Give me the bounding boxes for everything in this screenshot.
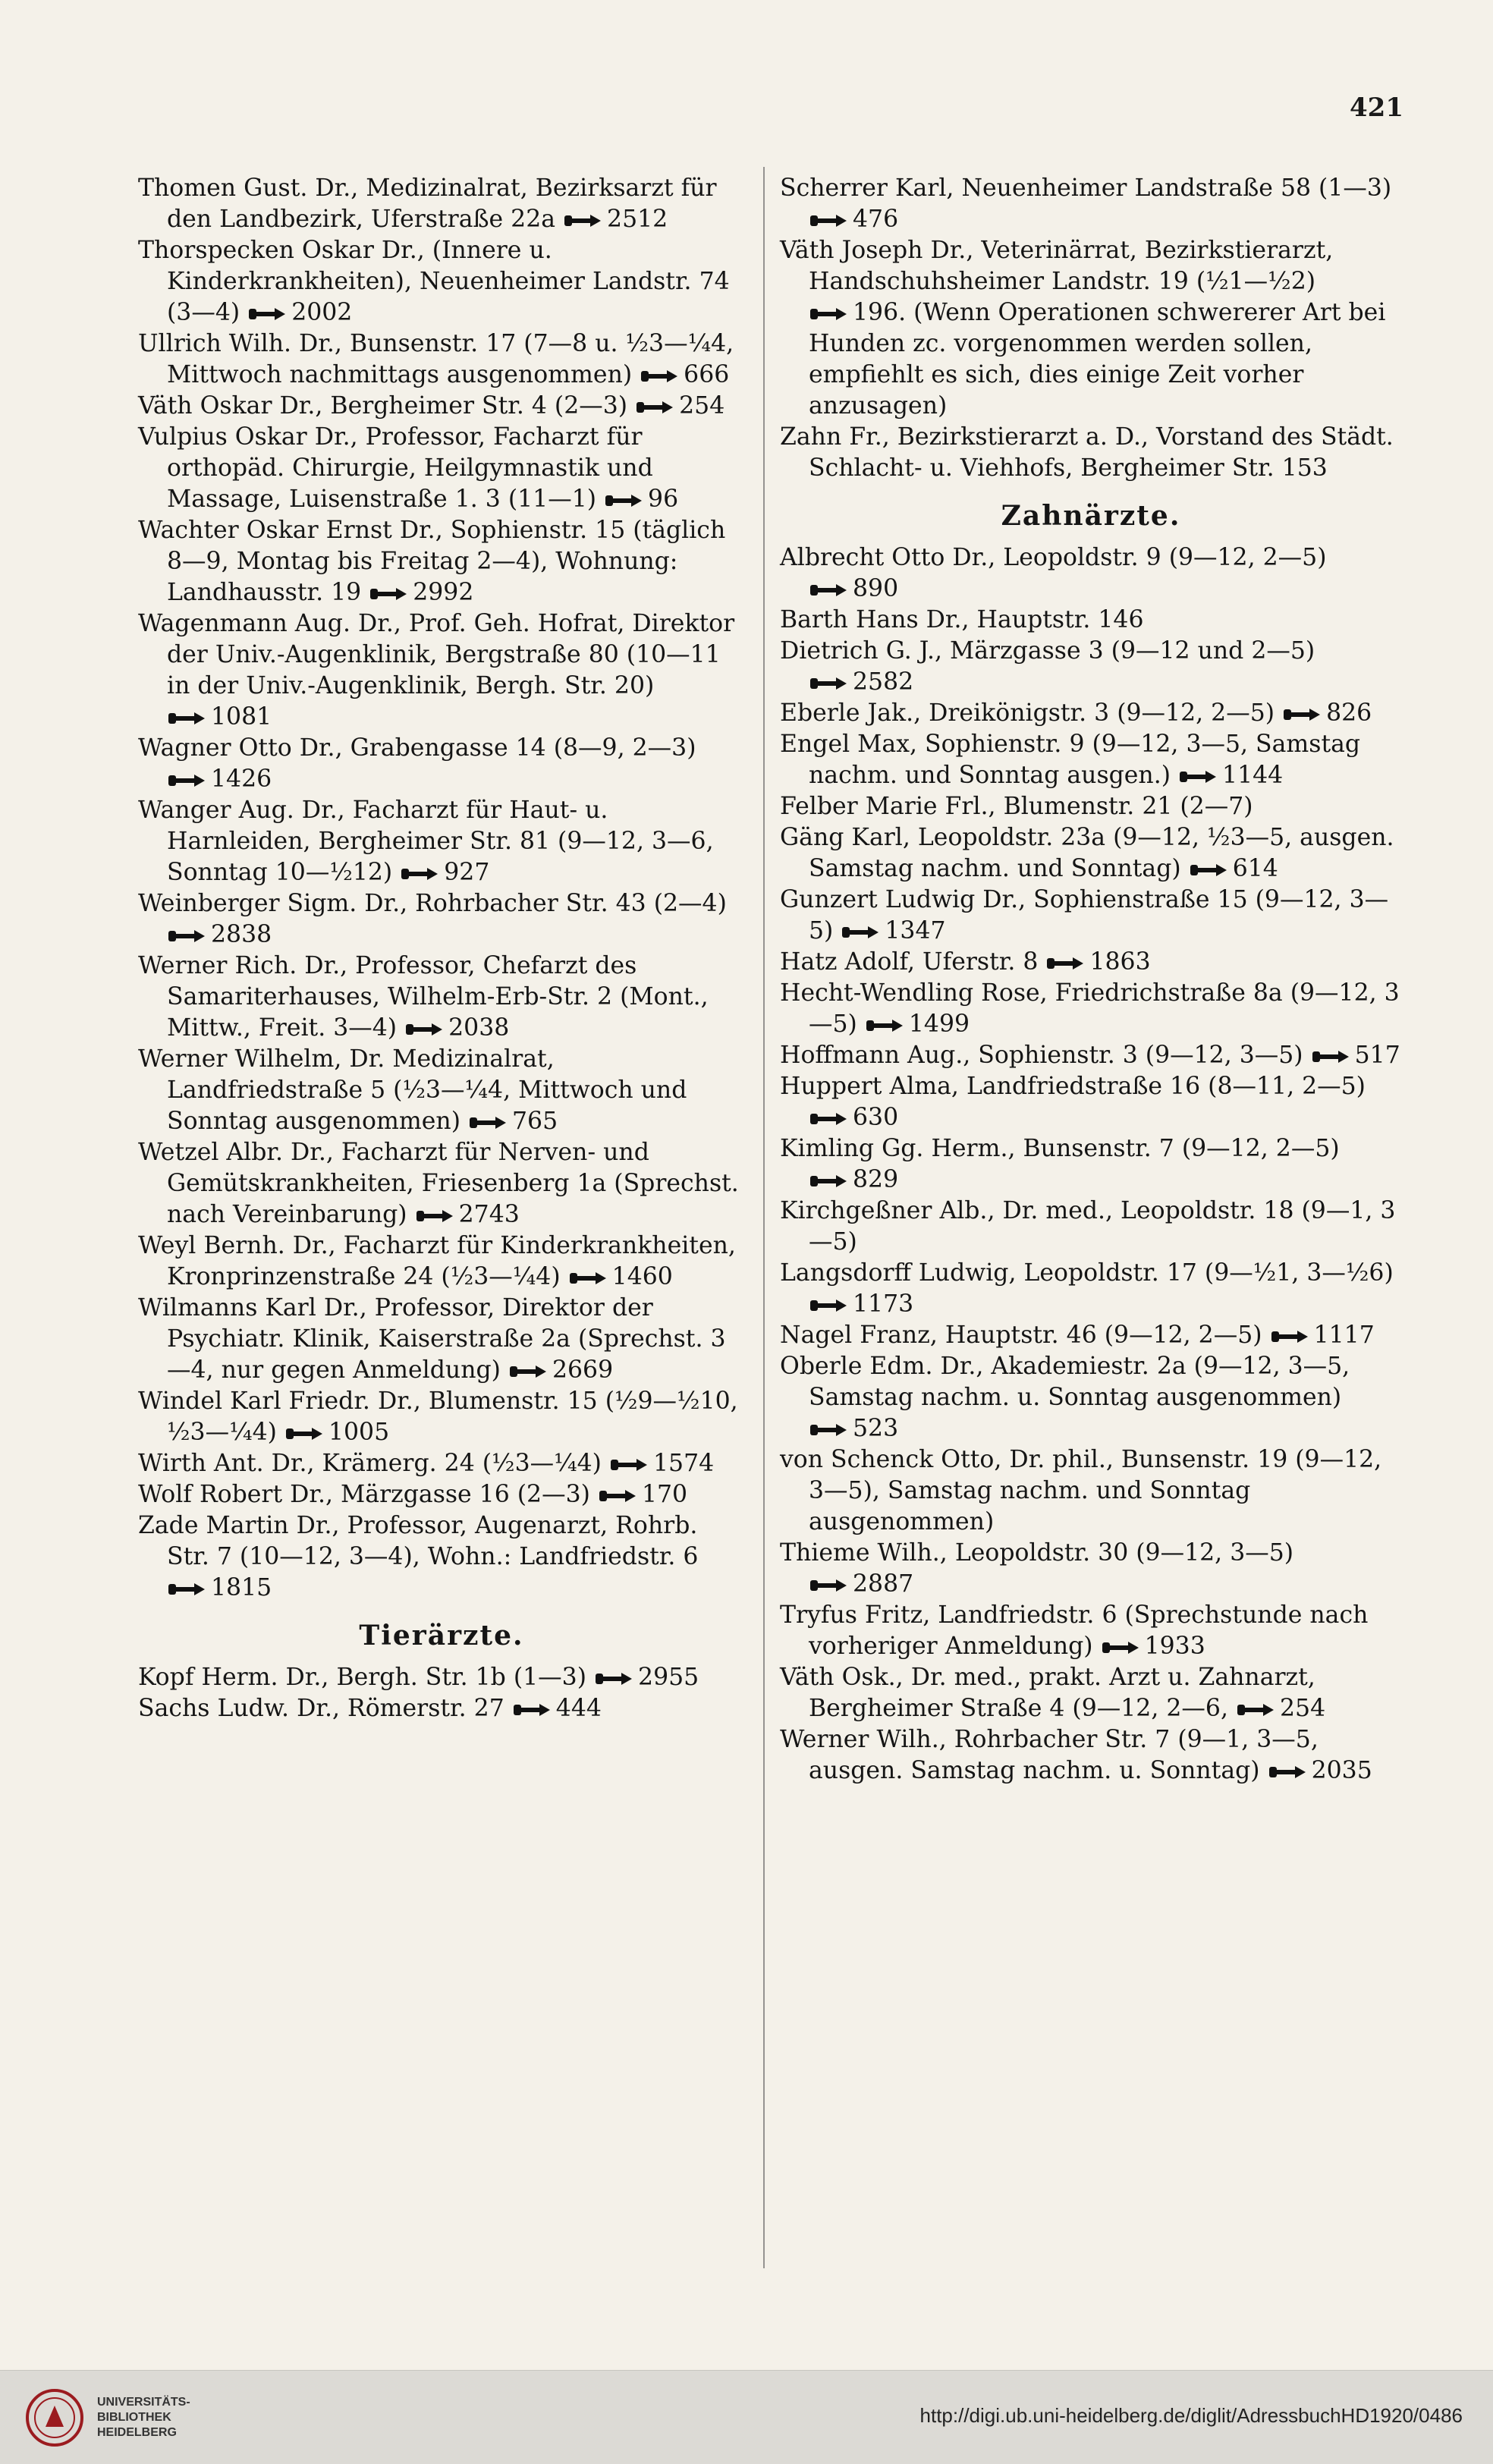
physician-entry <box>138 391 745 422</box>
telephone-icon <box>369 586 408 602</box>
telephone-icon <box>1270 1328 1309 1345</box>
phone-number: 2035 <box>1268 1755 1372 1787</box>
column-divider <box>763 167 765 2268</box>
physician-entry <box>138 1044 745 1137</box>
dentist-entry <box>780 1071 1402 1133</box>
telephone-icon <box>1268 1764 1307 1780</box>
veterinarian-entry <box>138 1693 745 1724</box>
entry-text: Nagel Franz, Hauptstr. 46 (9—12, 2—5) <box>780 1322 1262 1349</box>
entry-text: Scherrer Karl, Neuenheimer Landstraße 58 (1—3) <box>780 174 1392 202</box>
physician-entry <box>138 235 745 328</box>
telephone-icon <box>1189 862 1228 878</box>
dentist-entry <box>780 1538 1402 1600</box>
dentist-entry <box>780 822 1402 885</box>
dentist-entry <box>780 1040 1402 1071</box>
telephone-icon <box>508 1363 548 1380</box>
entry-text: von Schenck Otto, Dr. phil., Bunsenstr. 19 (9—12, 3—5), Samstag nachm. und Sonntag ausgenommen) <box>780 1446 1382 1535</box>
telephone-icon <box>640 368 679 385</box>
telephone-icon <box>841 924 880 941</box>
telephone-icon <box>415 1208 454 1224</box>
phone-number: 1144 <box>1178 760 1283 791</box>
phone-number: 517 <box>1311 1040 1400 1071</box>
dentist-entry <box>780 729 1402 791</box>
telephone-icon <box>1101 1639 1140 1656</box>
entry-text: Wachter Oskar Ernst Dr., Sophienstr. 15 (täglich 8—9, Montag bis Freitag 2—4), Wohnung: Landhausstr. 19 <box>138 517 726 606</box>
dentist-entry <box>780 791 1402 822</box>
telephone-icon <box>167 928 206 944</box>
dentist-entry <box>780 1196 1402 1258</box>
telephone-icon <box>809 212 848 229</box>
dentist-entry <box>780 636 1402 698</box>
entry-text: Weinberger Sigm. Dr., Rohrbacher Str. 43 (2—4) <box>138 890 727 917</box>
phone-number: 476 <box>809 204 898 235</box>
entry-text: Dietrich G. J., Märzgasse 3 (9—12 und 2—5) <box>780 637 1315 665</box>
dentist-entry <box>780 885 1402 947</box>
phone-number: 170 <box>598 1479 687 1510</box>
telephone-icon <box>609 1457 649 1473</box>
telephone-icon <box>809 1422 848 1438</box>
entry-text: Albrecht Otto Dr., Leopoldstr. 9 (9—12, 2—5) <box>780 544 1327 571</box>
dentist-entry <box>780 605 1402 636</box>
dentist-entry <box>780 1133 1402 1196</box>
phone-number: 1173 <box>809 1289 913 1320</box>
phone-number: 523 <box>809 1413 898 1444</box>
phone-number: 2038 <box>404 1013 509 1044</box>
source-url-link[interactable]: http://digi.ub.uni-heidelberg.de/diglit/AdressbuchHD1920/0486 <box>919 2404 1463 2427</box>
physician-entry <box>138 1293 745 1386</box>
phone-number: 2887 <box>809 1569 913 1600</box>
physician-entry <box>138 422 745 515</box>
telephone-icon <box>167 710 206 727</box>
physician-entry <box>138 1448 745 1479</box>
footer-bar <box>0 2370 1493 2464</box>
entry-note: . (Wenn Operationen schwererer Art bei Hunden zc. vorgenommen werden sollen, empfiehlt es sich, dies einige Zeit vorher anzusagen) <box>809 299 1386 420</box>
entry-text: Ullrich Wilh. Dr., Bunsenstr. 17 (7—8 u. ½3—¼4, Mittwoch nachmittags ausgenommen) <box>138 330 734 388</box>
entry-text: Gunzert Ludwig Dr., Sophienstraße 15 (9—12, 3—5) <box>780 886 1389 944</box>
telephone-icon <box>568 1270 608 1287</box>
library-name: UNIVERSITÄTS- BIBLIOTHEK HEIDELBERG <box>97 2396 190 2439</box>
dentist-entry <box>780 1320 1402 1351</box>
phone-number: 444 <box>512 1693 602 1724</box>
telephone-icon <box>400 866 439 882</box>
dentist-entry <box>780 1351 1402 1444</box>
section-heading-zahnaerzte: Zahnärzte. <box>1001 500 1181 532</box>
telephone-icon <box>594 1670 633 1687</box>
phone-number: 2743 <box>415 1199 520 1230</box>
entry-text: Barth Hans Dr., Hauptstr. 146 <box>780 606 1144 633</box>
page-number: 421 <box>1350 93 1403 123</box>
phone-number: 1426 <box>167 764 272 795</box>
physician-entry <box>138 328 745 391</box>
phone-number: 927 <box>400 857 489 888</box>
telephone-icon <box>809 1173 848 1190</box>
phone-number: 829 <box>809 1164 898 1196</box>
phone-number: 765 <box>468 1106 558 1137</box>
entry-text: Tryfus Fritz, Landfriedstr. 6 (Sprechstunde nach vorheriger Anmeldung) <box>780 1601 1369 1660</box>
phone-number: 254 <box>1236 1693 1325 1724</box>
phone-number: 630 <box>809 1102 898 1133</box>
phone-number: 890 <box>809 574 898 605</box>
veterinarian-entry <box>780 173 1402 235</box>
entry-text: Väth Osk., Dr. med., prakt. Arzt u. Zahnarzt, Bergheimer Straße 4 (9—12, 2—6, <box>780 1664 1315 1722</box>
physician-entry <box>138 608 745 733</box>
phone-number: 2669 <box>508 1355 613 1386</box>
physician-entry <box>138 795 745 888</box>
entry-text: Werner Wilh., Rohrbacher Str. 7 (9—1, 3—5, ausgen. Samstag nachm. u. Sonntag) <box>780 1726 1319 1784</box>
phone-number: 2582 <box>809 667 913 698</box>
physician-entry <box>138 173 745 235</box>
telephone-icon <box>604 492 643 509</box>
entry-text: Langsdorff Ludwig, Leopoldstr. 17 (9—½1, 3—½6) <box>780 1259 1394 1287</box>
phone-number: 666 <box>640 360 729 391</box>
entry-text: Weyl Bernh. Dr., Facharzt für Kinderkrankheiten, Kronprinzenstraße 24 (½3—¼4) <box>138 1232 736 1290</box>
phone-number: 614 <box>1189 853 1278 885</box>
phone-number: 1574 <box>609 1448 714 1479</box>
telephone-icon <box>1282 706 1322 723</box>
entry-text: Werner Rich. Dr., Professor, Chefarzt des Samariterhauses, Wilhelm-Erb-Str. 2 (Mont., Mittw., Freit. 3—4) <box>138 952 709 1042</box>
physician-entry <box>138 888 745 951</box>
entry-text: Hatz Adolf, Uferstr. 8 <box>780 948 1039 976</box>
dentist-entry <box>780 978 1402 1040</box>
entry-text: Gäng Karl, Leopoldstr. 23a (9—12, ½3—5, ausgen. Samstag nachm. und Sonntag) <box>780 824 1394 882</box>
veterinarian-entry <box>138 1662 745 1693</box>
telephone-icon <box>1045 955 1085 972</box>
telephone-icon <box>1236 1702 1275 1718</box>
entry-text: Huppert Alma, Landfriedstraße 16 (8—11, 2—5) <box>780 1073 1366 1100</box>
phone-number: 1347 <box>841 916 945 947</box>
physician-entry <box>138 951 745 1044</box>
physician-entry <box>138 733 745 795</box>
entry-text: Wetzel Albr. Dr., Facharzt für Nerven- und Gemütskrankheiten, Friesenberg 1a (Sprechst. nach Vereinbarung) <box>138 1139 739 1228</box>
physician-entry <box>138 1386 745 1448</box>
phone-number: 196 <box>809 297 898 328</box>
entry-text: Wilmanns Karl Dr., Professor, Direktor der Psychiatr. Klinik, Kaiserstraße 2a (Sprechst. 3—4, nur gegen Anmeldung) <box>138 1294 726 1384</box>
phone-number: 2512 <box>563 204 668 235</box>
phone-number: 96 <box>604 484 678 515</box>
entry-text: Wirth Ant. Dr., Krämerg. 24 (½3—¼4) <box>138 1450 602 1477</box>
phone-number: 2002 <box>247 297 352 328</box>
dentist-entry <box>780 1444 1402 1538</box>
telephone-icon <box>284 1425 324 1442</box>
entry-text: Wanger Aug. Dr., Facharzt für Haut- u. Harnleiden, Bergheimer Str. 81 (9—12, 3—6, Sonntag 10—½12) <box>138 797 714 886</box>
physician-entry <box>138 515 745 608</box>
telephone-icon <box>247 306 287 322</box>
telephone-icon <box>809 675 848 692</box>
telephone-icon <box>563 212 602 229</box>
telephone-icon <box>598 1488 637 1504</box>
telephone-icon <box>512 1702 552 1718</box>
dentist-entry <box>780 1258 1402 1320</box>
telephone-icon <box>809 1297 848 1314</box>
entry-text: Wolf Robert Dr., Märzgasse 16 (2—3) <box>138 1481 590 1508</box>
telephone-icon <box>1178 768 1218 785</box>
telephone-icon <box>167 772 206 789</box>
entry-text: Thieme Wilh., Leopoldstr. 30 (9—12, 3—5) <box>780 1539 1294 1567</box>
entry-text: Thomen Gust. Dr., Medizinalrat, Bezirksarzt für den Landbezirk, Uferstraße 22a <box>138 174 717 233</box>
entry-text: Zade Martin Dr., Professor, Augenarzt, Rohrb. Str. 7 (10—12, 3—4), Wohn.: Landfriedstr. 6 <box>138 1512 699 1570</box>
left-column <box>138 173 745 1724</box>
phone-number: 1117 <box>1270 1320 1375 1351</box>
physician-entry <box>138 1510 745 1604</box>
phone-number: 826 <box>1282 698 1372 729</box>
phone-number: 2992 <box>369 577 473 608</box>
entry-text: Thorspecken Oskar Dr., (Innere u. Kinderkrankheiten), Neuenheimer Landstr. 74 (3—4) <box>138 237 730 326</box>
telephone-icon <box>468 1114 508 1131</box>
entry-text: Kopf Herm. Dr., Bergh. Str. 1b (1—3) <box>138 1664 587 1691</box>
entry-text: Kirchgeßner Alb., Dr. med., Leopoldstr. 18 (9—1, 3—5) <box>780 1197 1396 1256</box>
phone-number: 1933 <box>1101 1631 1205 1662</box>
entry-text: Zahn Fr., Bezirkstierarzt a. D., Vorstand des Städt. Schlacht- u. Viehhofs, Bergheimer Str. 153 <box>780 423 1394 482</box>
phone-number: 1460 <box>568 1262 673 1293</box>
entry-text: Wagenmann Aug. Dr., Prof. Geh. Hofrat, Direktor der Univ.-Augenklinik, Bergstraße 80 (10—11 in der Univ.-Augenklinik, Bergh. Str. 20) <box>138 610 735 699</box>
phone-number: 254 <box>635 391 724 422</box>
dentist-entry <box>780 698 1402 729</box>
entry-text: Sachs Ludw. Dr., Römerstr. 27 <box>138 1695 504 1722</box>
telephone-icon <box>809 582 848 599</box>
entry-text: Engel Max, Sophienstr. 9 (9—12, 3—5, Samstag nachm. und Sonntag ausgen.) <box>780 731 1361 789</box>
telephone-icon <box>1311 1048 1350 1065</box>
dentist-entry <box>780 1600 1402 1662</box>
university-seal-icon <box>24 2387 85 2448</box>
entry-text: Kimling Gg. Herm., Bunsenstr. 7 (9—12, 2—5) <box>780 1135 1340 1162</box>
telephone-icon <box>809 1111 848 1127</box>
dentist-entry <box>780 1662 1402 1724</box>
dentist-entry <box>780 947 1402 978</box>
dentist-entry <box>780 1724 1402 1787</box>
entry-text: Hoffmann Aug., Sophienstr. 3 (9—12, 3—5) <box>780 1042 1303 1069</box>
phone-number: 1005 <box>284 1417 389 1448</box>
entry-text: Werner Wilhelm, Dr. Medizinalrat, Landfriedstraße 5 (½3—¼4, Mittwoch und Sonntag ausgenommen) <box>138 1045 687 1135</box>
phone-number: 2838 <box>167 919 272 951</box>
phone-number: 1081 <box>167 702 272 733</box>
veterinarian-entry <box>780 235 1402 422</box>
physician-entry <box>138 1479 745 1510</box>
entry-text: Windel Karl Friedr. Dr., Blumenstr. 15 (½9—½10, ½3—¼4) <box>138 1388 738 1446</box>
telephone-icon <box>635 399 674 416</box>
entry-text: Väth Joseph Dr., Veterinärrat, Bezirkstierarzt, Handschuhsheimer Landstr. 19 (½1—½2) <box>780 237 1334 295</box>
phone-number: 2955 <box>594 1662 699 1693</box>
entry-text: Väth Oskar Dr., Bergheimer Str. 4 (2—3) <box>138 392 628 420</box>
entry-text: Hecht-Wendling Rose, Friedrichstraße 8a (9—12, 3—5) <box>780 979 1400 1038</box>
entry-text: Felber Marie Frl., Blumenstr. 21 (2—7) <box>780 793 1253 820</box>
veterinarian-entry <box>780 422 1402 484</box>
right-column <box>780 173 1402 1787</box>
dentist-entry <box>780 542 1402 605</box>
telephone-icon <box>865 1017 904 1034</box>
physician-entry <box>138 1137 745 1230</box>
telephone-icon <box>809 306 848 322</box>
phone-number: 1815 <box>167 1573 272 1604</box>
section-heading-tieraerzte: Tierärzte. <box>359 1620 524 1652</box>
entry-text: Oberle Edm. Dr., Akademiestr. 2a (9—12, 3—5, Samstag nachm. u. Sonntag ausgenommen) <box>780 1353 1350 1411</box>
phone-number: 1499 <box>865 1009 970 1040</box>
entry-text: Vulpius Oskar Dr., Professor, Facharzt für orthopäd. Chirurgie, Heilgymnastik und Massage, Luisenstraße 1. 3 (11—1) <box>138 423 653 513</box>
entry-text: Wagner Otto Dr., Grabengasse 14 (8—9, 2—3) <box>138 734 696 762</box>
telephone-icon <box>809 1577 848 1594</box>
entry-text: Eberle Jak., Dreikönigstr. 3 (9—12, 2—5) <box>780 699 1275 727</box>
phone-number: 1863 <box>1045 947 1150 978</box>
telephone-icon <box>167 1581 206 1598</box>
telephone-icon <box>404 1021 444 1038</box>
physician-entry <box>138 1230 745 1293</box>
